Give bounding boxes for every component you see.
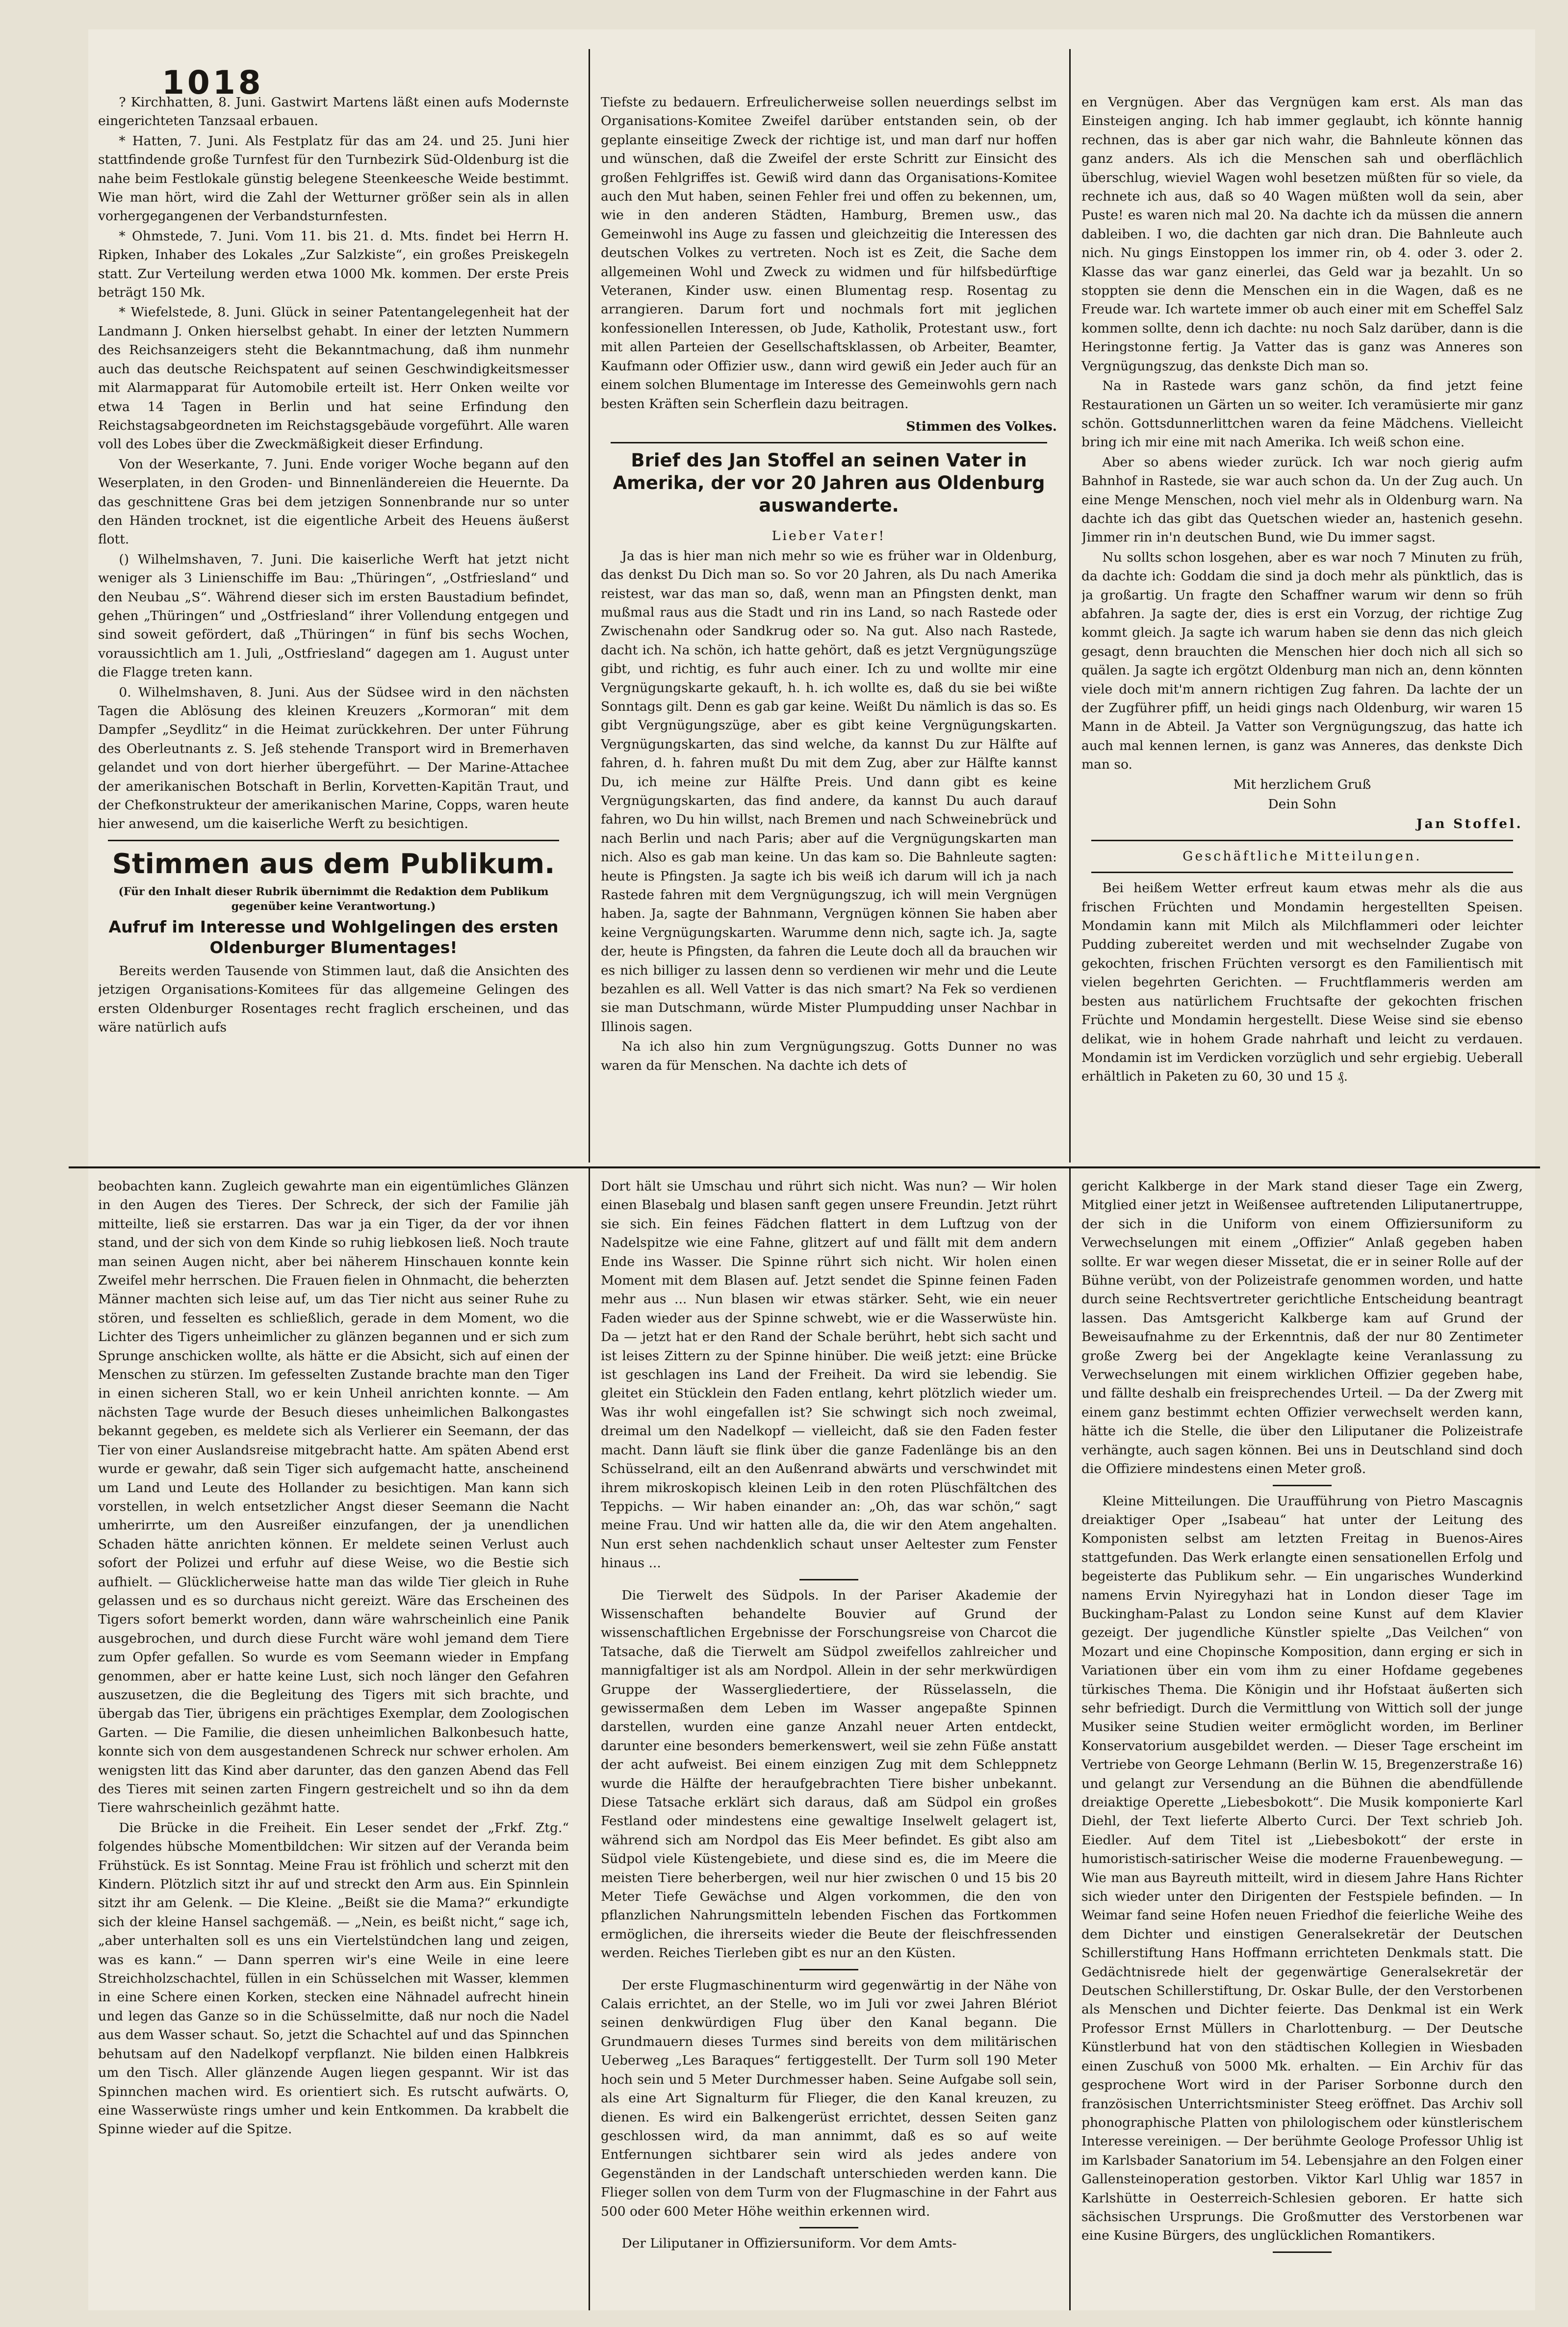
- page-number: 1018: [162, 64, 264, 102]
- article-suedpol: Die Tierwelt des Südpols. In der Pariser Akademie der Wissenschaften behandelte Bouvier auf Grund der wissenschaftlichen Ergebnisse der Forschungsreise von Charcot die Tatsache, daß die Tierwelt am Südpol zweifellos zahlreicher und mannigfaltiger ist als am Nordpol. Allein in der sehr merkwürdigen Gruppe der Wassergliedertiere, der Rüsselasseln, die gewissermaßen dem Leben im Wasser angepaßte Spinnen darstellen, wurden eine ganze Anzahl neuer Arten entdeckt, darunter eine besonders bemerkenswert, weil sie zehn Füße anstatt der acht aufweist. Bei einem einzigen Zug mit dem Schleppnetz wurde die Hälfte der heraufgebrachten Tiere bisher unbekannt. Diese Tatsache erklärt sich daraus, daß am Südpol ein großes Festland oder mindestens eine gewaltige Inselwelt gelagert ist, während sich am Nordpol das Eis Meer befindet. Es gibt also am Südpol viele Küstengebiete, und diese sind es, die im Meere die meisten Tiere beherbergen, weil nur hier zwischen 0 und 15 bis 20 Meter Tiefe Gewächse und Algen vorkommen, die den von pflanzlichen Nahrungsmitteln lebenden Fischen das Fortkommen ermöglichen, die ihrerseits wieder die Beute der fleischfressenden werden. Reiches Tierleben gibt es nur an den Küsten.: [601, 1587, 1057, 1961]
- letter-text: Na in Rastede wars ganz schön, da find jetzt feine Restaurationen un Gärten un so weiter. Ich veramüsierte mir ganz schön. Gottsdunnerlittchen waren da feine Mädchens. Vielleicht bring ich mir eine mit nach Amerika. Ich weiß schon eine.: [1081, 378, 1523, 450]
- news-kirchhatten: ? Kirchhatten, 8. Juni. Gastwirt Martens läßt einen aufs Modernste eingerichteten Tanzsaal erbauen.: [98, 95, 569, 129]
- column-divider: [1069, 49, 1071, 1163]
- column-lower-middle: [601, 1177, 1057, 2305]
- letter-signature: Jan Stoffel.: [1416, 816, 1523, 832]
- rule: [799, 1579, 858, 1580]
- letter-text: Na ich also hin zum Vergnügungszug. Gotts Dunner no was waren da für Menschen. Na dachte ich dets of: [601, 1039, 1057, 1073]
- letter-greeting: Lieber Vater!: [771, 528, 886, 544]
- letter-text: Nu sollts schon losgehen, aber es war noch 7 Minuten zu früh, da dachte ich: Goddam die sind ja doch mehr als pünktlich, das is ja großartig. Un fragte den Schaffner warum wir denn so früh abfahren. Ja sagte der, dies is erst ein Vorzug, der richtige Zug kommt gleich. Ja sagte ich warum haben sie denn das nich gleich gesagt, denn brauchten die Menschen hier doch nich all sich so quälen. Ja sagte ich ergötzt Oldenburg man nich an, denn könnten viele doch mit'm annern richtigen Zug fahren. Da lachte der un der Zugführer pfiff, un heidi gings nach Oldenburg, wir waren 15 Mann in de Abteil. Ja Vatter son Vergnügungszug, das hatte ich auch mal kennen lernen, is ganz was Anneres, das denkste Dich man so.: [1081, 549, 1523, 773]
- rule: [799, 2227, 858, 2228]
- article-bruecke-cont: Dort hält sie Umschau und rührt sich nicht. Was nun? — Wir holen einen Blasebalg und blasen sanft gegen unsere Freundin. Jetzt rührt sie sich. Ein feines Fädchen flattert in dem Luftzug von der Nadelspitze wie eine Fahne, glitzert auf und fällt mit dem andern Ende ins Wasser. Die Spinne rührt sich nicht. Wir holen einen Moment mit dem Blasen auf. Jetzt sendet die Spinne feinen Faden mehr aus ... Nun blasen wir etwas stärker. Seht, wie ein neuer Faden wieder aus der Spinne schwebt, wie er die Wasserwüste hin. Da — jetzt hat er den Rand der Schale berührt, hebt sich sacht und ist leises Zittern zu der Spinne hinüber. Die weiß jetzt: eine Brücke ist geschlagen ins Land der Freiheit. Da wird sie lebendig. Sie gleitet ein Stücklein den Faden entlang, kehrt plötzlich wieder um. Was ihr wohl eingefallen ist? Sie schwingt sich noch zweimal, dreimal um den Nadelkopf — vielleicht, daß sie den Faden fester macht. Dann läuft sie flink über die ganze Fadenlänge bis an den Schüsselrand, eilt an den Außenrand abwärts und verschwindet mit ihrem mikroskopisch kleinen Leib in den roten Plüschfältchen des Teppichs. — Wir haben einander an: „Oh, das war schön,“ sagt meine Frau. Und wir hatten alle da, die wir den Atem angehalten. Nun erst sehen nachdenklich schaut unser Aeltester zum Fenster hinaus ...: [601, 1179, 1057, 1571]
- news-hatten: * Hatten, 7. Juni. Als Festplatz für das am 24. und 25. Juni hier stattfindende große Turnfest für den Turnbezirk Süd-Oldenburg ist die nahe beim Festlokale günstig belegene Steenkeesche Weide bestimmt. Wie man hört, wird die Zahl der Wetturner größer sein als in allen vorhergegangenen der Verbandsturnfesten.: [98, 133, 569, 224]
- rule: [1273, 1485, 1332, 1486]
- column-local-news: [98, 93, 569, 1163]
- article-bruecke: Die Brücke in die Freiheit. Ein Leser sendet der „Frkf. Ztg.“ folgendes hübsche Momentbildchen: Wir sitzen auf der Veranda beim Frühstück. Es ist Sonntag. Meine Frau ist fröhlich und scherzt mit den Kindern. Plötzlich sitzt ihr auf und streckt den Arm aus. Ein Spinnlein sitzt ihr am Gelenk. — Die Kleine. „Beißt sie die Mama?“ erkundigte sich der kleine Hansel sachgemäß. — „Nein, es beißt nicht,“ sage ich, „aber unterhalten soll es uns ein Viertelstündchen lang und zeigen, was es kann.“ — Dann sperren wir's eine Weile in eine leere Streichholzschachtel, füllen in ein Schüsselchen mit Wasser, klemmen in eine Schere einen Korken, stecken eine Nähnadel aufrecht hinein und legen das Ganze so in die Schüsselmitte, daß nur noch die Nadel aus dem Wasser schaut. So, jetzt die Schachtel auf und das Spinnchen behutsam auf den Nadelkopf verpflanzt. Nie bilden einen Halbkreis um den Tisch. Aller glänzende Augen liegen gespannt. Wir ist das Spinnchen machen wird. Es orientiert sich. Es rutscht aufwärts. O, eine Wasserwüste rings umher und kein Entkommen. Da krabbelt die Spinne wieder auf die Spitze.: [98, 1820, 569, 2137]
- article-heading-brief: Brief des Jan Stoffel an seinen Vater in Amerika, der vor 20 Jahren aus Oldenburg auswanderte.: [613, 450, 1045, 517]
- article-text: Tiefste zu bedauern. Erfreulicherweise sollen neuerdings selbst im Organisations-Komitee Zweifel darüber entstanden sein, ob der geplante einseitige Zweck der richtige ist, und man darf nur hoffen und wünschen, daß die Zweifel der erste Schritt zur Einsicht des großen Fehlgriffes ist. Gewiß wird dann das Organisations-Komitee auch den Mut haben, seinen Fehler frei und offen zu bekennen, um, wie in den anderen Städten, Hamburg, Bremen usw., das Gemeinwohl ins Auge zu fassen und gleichzeitig die Interessen des deutschen Volkes zu vertreten. Noch ist es Zeit, die Sache dem allgemeinen Wohl und Zweck zu widmen und für hilfsbedürftige Veteranen, Kinder usw. einen Blumentag resp. Rosentag zu arrangieren. Darum fort und nochmals fort mit jeglichen konfessionellen Interessen, ob Jude, Katholik, Protestant usw., fort mit allen Parteien der Gesellschaftsklassen, ob Arbeiter, Beamter, Kaufmann oder Offizier usw., dann wird gewiß ein Jeder auch für an einem solchen Blumentage im Interesse des Gemeinwohls gern nach besten Kräften sein Scherflein dazu beitragen.: [601, 95, 1057, 412]
- section-note: (Für den Inhalt dieser Rubrik übernimmt die Redaktion dem Publikum gegenüber keine Verantwortung.): [118, 885, 549, 913]
- article-flugmaschinenturm: Der erste Flugmaschinenturm wird gegenwärtig in der Nähe von Calais errichtet, an der Stelle, wo im Juli vor zwei Jahren Blériot seinen denkwürdigen Flug über den Kanal begann. Die Grundmauern dieses Turmes sind bereits von dem militärischen Ueberweg „Les Baraques“ fertiggestellt. Der Turm soll 190 Meter hoch sein und 5 Meter Durchmesser haben. Seine Aufgabe soll sein, als eine Art Signalturm für Flieger, die den Kanal kreuzen, zu dienen. Es wird ein Balkengerüst errichtet, dessen Seiten ganz geschlossen wird, da man annimmt, daß es so auf weite Entfernungen sichtbarer sein wird als jedes andere von Gegenständen in der Landschaft unterschieden werden kann. Die Flieger sollen von dem Turm von der Flugmaschine in der Fahrt aus 500 oder 600 Meter Höhe weithin erkennen wird.: [601, 1977, 1057, 2219]
- news-ohmstede: * Ohmstede, 7. Juni. Vom 11. bis 21. d. Mts. findet bei Herrn H. Ripken, Inhaber des Lokales „Zur Salzkiste“, ein großes Preiskegeln statt. Zur Verteilung werden etwa 1000 Mk. kommen. Der erste Preis beträgt 150 Mk.: [98, 228, 569, 301]
- article-signature: Stimmen des Volkes.: [906, 418, 1057, 434]
- rule: [611, 442, 1047, 443]
- column-lower-left: [98, 1177, 569, 2305]
- article-tiger: beobachten kann. Zugleich gewahrte man ein eigentümliches Glänzen in den Augen des Tieres. Der Schreck, der sich der Familie jäh mitteilte, ließ sie erstarren. Das war ja ein Tiger, da der vor ihnen stand, und der sich von dem Kinde so ruhig liebkosen ließ. Noch traute man seinen Augen nicht, aber bei näherem Hinschauen konnte kein Zweifel mehr herrschen. Die Frauen fielen in Ohnmacht, die beherzten Männer machten sich leise auf, um das Tier nicht aus seiner Ruhe zu stören, und fesselten es schließlich, gerade in dem Moment, wo die Lichter des Tigers unheimlicher zu glänzen begannen und er sich zum Sprunge anschicken wollte, als hätte er die Absicht, sich auf einen der Menschen zu stürzen. Im gefesselten Zustande brachte man den Tiger in einen sicheren Stall, wo er kein Unheil anrichten konnte. — Am nächsten Tage wurde der Besuch dieses unheimlichen Balkongastes bekannt gegeben, es meldete sich als Verlierer ein Seemann, der das Tier von einer Auslandsreise mitgebracht hatte. Am späten Abend erst wurde er gewahr, daß sein Tiger sich aufgemacht hatte, anscheinend um Land und Leute des Hollander zu besichtigen. Man kann sich vorstellen, in welch entsetzlicher Angst dieser Seemann die Nacht umherirrte, um den Ausreißer einzufangen, der ja unendlichen Schaden hätte anrichten können. Er meldete seinen Verlust auch sofort der Polizei und erfuhr auf diese Weise, wo die Bestie sich aufhielt. — Glücklicherweise hatte man das wilde Tier gleich in Ruhe gelassen und es so durchaus nicht gereizt. Wäre das Erscheinen des Tigers sofort bemerkt worden, dann wäre wahrscheinlich eine Panik ausgebrochen, und durch diese Furcht wäre wohl jemand dem Tiere zum Opfer gefallen. So wurde es vom Seemann wieder in Empfang genommen, aber er hatte keine Lust, sich noch länger den Gefahren auszusetzen, die die Begleitung des Tigers mit sich brachte, und übergab das Tier, übrigens ein prächtiges Exemplar, dem Zoologischen Garten. — Die Familie, die diesen unheimlichen Balkonbesuch hatte, konnte sich von dem ausgestandenen Schreck nur schwer erholen. Am wenigsten litt das Kind aber darunter, das den ganzen Abend das Fell des Tieres mit seinen zarten Fingern gestreichelt und so ihn da dem Tiere wahrscheinlich gezähmt hatte.: [98, 1179, 569, 1816]
- letter-closing: Mit herzlichem Gruß: [1233, 776, 1371, 792]
- letter-text: en Vergnügen. Aber das Vergnügen kam erst. Als man das Einsteigen anging. Ich hab immer geglaubt, ich könnte hannig rechnen, das is aber gar nich wahr, die Bahnleute können das ganz anders. Als ich die Menschen sah und oberflächlich überschlug, wieviel Wagen wohl besetzen müßten für so viele, da rechnete ich aus, daß so 40 Wagen müßten woll da sein, aber Puste! es waren nich mal 20. Na dachte ich da müssen die annern dableiben. I wo, die dachten gar nich dran. Die Bahnleute auch nich. Nu gings Einstoppen los immer rin, ob 4. oder 3. oder 2. Klasse das war ganz einerlei, das Geld war ja bezahlt. Un so stoppten sie denn die Menschen ein in die Wagen, daß es ne Freude war. Ich wartete immer ob auch einer mit em Scheffel Salz kommen sollte, denn ich dachte: nu noch Salz darüber, dann is die Heringstonne fertig. Ja Vatter das is ganz was Anneres son Vergnügungszug, das denkste Dich man so.: [1081, 95, 1523, 374]
- news-weserkante: Von der Weserkante, 7. Juni. Ende voriger Woche begann auf den Weserplaten, in den Groden- und Binnenländereien die Heuernte. Da das geschnittene Gras bei dem jetzigen Sonnenbrande nur so unter den Händen trocknet, ist die eigentliche Arbeit des Heuens äußerst flott.: [98, 456, 569, 547]
- section-divider: [69, 1166, 1540, 1168]
- rule: [799, 1969, 858, 1970]
- letter-text: Ja das is hier man nich mehr so wie es früher war in Oldenburg, das denkst Du Dich man so. So vor 20 Jahren, als Du nach Amerika reistest, war das man so, daß, wenn man an Pfingsten denkt, man mußmal raus aus die Stadt und rin ins Land, so nach Rastede oder Zwischenahn oder Sandkrug oder so. Na gut. Also nach Rastede, dacht ich. Na schön, ich hatte gehört, daß es jetzt Vergnügungszüge gibt, und richtig, es fuhr auch einer. Ich zu und wollte mir eine Vergnügungskarte gekauft, h. h. ich wollte es, daß du sie bei wißte Sonntags gilt. Denn es gab gar keine. Weißt Du nämlich is das so. Es gibt Vergnügungszüge, aber es gibt keine Vergnügungskarten. Vergnügungskarten, das sind welche, da kannst Du zur Hälfte auf fahren, d. h. fahren mußt Du mit dem Zug, aber zur Hälfte kannst Du, ich meine zur Hälfte Preis. Und dann gibt es keine Vergnügungskarten, das find andere, da kannst Du auch darauf fahren, wo Du hin willst, nach Bremen und nach Schweinebrück und nach Berlin und nach Paris; aber auf die Vergnügungskarten man nich. Also es gab man keine. Un das kam so. Die Bahnleute sagten: heute is Pfingsten. Ja sagte ich bis weiß ich darum will ich ja nach Rastede fahren mit dem Vergnügungszug, ich will mein Vergnügen haben. Ja, sagte der Bahnmann, Vergnügen können Sie haben aber keine Vergnügungskarten. Warumme denn nich, sagte ich. Ja, sagte der, heute is Pfingsten, da fahren die Leute doch all da brauchen wir es nich billiger zu lassen denn so verdienen wir mehr und die Leute bezahlen es all. Well Vatter is das nich smart? Na Fek so verdienen sie man Dutschmann, würde Mister Plumpudding unser Nachbar in Illinois sagen.: [601, 548, 1057, 1034]
- section-heading-stimmen: Stimmen aus dem Publikum.: [112, 848, 555, 880]
- article-heading-aufruf: Aufruf im Interesse und Wohlgelingen des ersten Oldenburger Blumentages!: [108, 917, 559, 957]
- article-liliputaner: Der Liliputaner in Offiziersuniform. Vor dem Amts-: [621, 2235, 957, 2251]
- article-text: Bereits werden Tausende von Stimmen laut, daß die Ansichten des jetzigen Organisations-Komitees für das allgemeine Gelingen des ersten Oldenburger Rosentages recht fraglich erscheinen, und das wäre natürlich aufs: [98, 963, 569, 1035]
- advert-mondamin: Bei heißem Wetter erfreut kaum etwas mehr als die aus frischen Früchten und Mondamin hergestellten Speisen. Mondamin kann mit Milch als Milchflammeri oder leichter Pudding zubereitet werden und mit wechselnder Zugabe von gekochten, frischen Früchten versorgt es den Familientisch mit vielen begehrten Gerichten. — Fruchtflammeris werden am besten aus natürlichem Fruchtsafte der gekochten frischen Früchte und Mondamin hergestellt. Diese Weise sind sie ebenso delikat, wie in hohem Grade nahrhaft und leicht zu verdauen. Mondamin ist im Verdicken vorzüglich und sehr ergiebig. Ueberall erhältlich in Paketen zu 60, 30 und 15 ₰.: [1081, 880, 1523, 1085]
- column-divider: [1069, 1167, 1071, 2310]
- rule: [1091, 872, 1513, 873]
- rule: [1091, 840, 1513, 841]
- letter-sign-son: Dein Sohn: [1268, 797, 1337, 812]
- column-divider: [589, 1167, 590, 2310]
- column-divider: [589, 49, 590, 1163]
- column-lower-right: [1081, 1177, 1523, 2305]
- rule: [108, 840, 559, 841]
- newspaper-page: [88, 29, 1535, 2310]
- column-middle: [601, 93, 1057, 1163]
- column-right: [1081, 93, 1523, 1163]
- news-wilhelmshaven-kormoran: 0. Wilhelmshaven, 8. Juni. Aus der Südsee wird in den nächsten Tagen die Ablösung des kleinen Kreuzers „Kormoran“ mit dem Dampfer „Seydlitz“ in die Heimat zurückkehren. Der unter Führung des Oberleutnants z. S. Jeß stehende Transport wird in Bremerhaven gelandet und von dort hierher übergeführt. — Der Marine-Attachee der amerikanischen Botschaft in Berlin, Korvetten-Kapitän Traut, und der Chefkonstrukteur der amerikanischen Marine, Copps, waren heute hier anwesend, um die kaiserliche Werft zu besichtigen.: [98, 684, 569, 832]
- section-heading-geschaeftlich: Geschäftliche Mitteilungen.: [1182, 848, 1422, 864]
- rule: [1273, 2251, 1332, 2253]
- letter-text: Aber so abens wieder zurück. Ich war noch gierig aufm Bahnhof in Rastede, sie war auch schon da. Un der Zug auch. Un eine Menge Menschen, noch viel mehr als in Oldenburg warn. Na dachte ich das gibt das Quetschen wieder an, hastenich gesehn. Jimmer rin in'n deutschen Bund, wie Du immer sagst.: [1081, 454, 1523, 545]
- news-wiefelstede: * Wiefelstede, 8. Juni. Glück in seiner Patentangelegenheit hat der Landmann J. Onken hierselbst gehabt. In einer der letzten Nummern des Reichsanzeigers steht die Bekanntmachung, daß ihm nunmehr auch das deutsche Reichspatent auf seinen Geschwindigkeitsmesser mit Alarmapparat für Automobile erteilt ist. Herr Onken weilte vor etwa 14 Tagen in Berlin und hat seine Erfindung den Reichstagsabgeordneten im Reichstagsgebäude vorgeführt. Alle waren voll des Lobes über die Zweckmäßigkeit dieser Erfindung.: [98, 305, 569, 452]
- article-kleine-mitteilungen: Kleine Mitteilungen. Die Uraufführung von Pietro Mascagnis dreiaktiger Oper „Isabeau“ hat unter der Leitung des Komponisten selbst am letzten Freitag in Buenos-Aires stattgefunden. Das Werk erlangte einen sensationellen Erfolg und begeisterte das Publikum sehr. — Ein ungarisches Wunderkind namens Ervin Nyiregyhazi hat in London dieser Tage im Buckingham-Palast zu London seine Kunst auf dem Klavier gezeigt. Der jugendliche Künstler spielte „Das Veilchen“ von Mozart und eine Chopinsche Komposition, dann erging er sich in Variationen über ein vom ihm zu einer Hofdame gegebenes türkisches Thema. Die Königin und ihr Hofstaat äußerten sich sehr befriedigt. Durch die Vermittlung von Wittich soll der junge Musiker seine Studien weiter ermöglicht worden, im Berliner Konservatorium ausgebildet werden. — Dieser Tage erscheint im Vertriebe von George Lehmann (Berlin W. 15, Bregenzerstraße 16) und gelangt zur Versendung an die Bühnen die abendfüllende dreiaktige Operette „Liebesbokott“. Die Musik komponierte Karl Diehl, der Text lieferte Alberto Curci. Der Text schrieb Joh. Eiedler. Auf dem Titel ist „Liebesbokott“ der erste in humoristisch-satirischer Weise die moderne Frauenbewegung. — Wie man aus Bayreuth mitteilt, wird in diesem Jahre Hans Richter sich wieder unter den Dirigenten der Festspiele befinden. — In Weimar fand seine Hofen neuen Friedhof die feierliche Weihe des dem Dichter und einstigen Generalsekretär der Deutschen Schillerstiftung Hans Hoffmann errichteten Denkmals statt. Die Gedächtnisrede hielt der gegenwärtige Generalsekretär der Deutschen Schillerstiftung, Dr. Oskar Bulle, der den Verstorbenen als Menschen und Dichter feierte. Das Denkmal ist ein Werk Professor Ernst Müllers in Charlottenburg. — Der Deutsche Künstlerbund hat von den städtischen Kollegien in Wiesbaden einen Zuschuß von 5000 Mk. erhalten. — Ein Archiv für das gesprochene Wort wird in der Pariser Sorbonne durch den französischen Unterrichtsminister Steeg eröffnet. Das Archiv soll phonographische Platten von philologischem oder künstlerischem Interesse vereinigen. — Der berühmte Geologe Professor Uhlig ist im Karlsbader Sanatorium im 54. Lebensjahre an den Folgen einer Gallensteinoperation gestorben. Viktor Karl Uhlig war 1857 in Karlshütte in Oesterreich-Schlesien geboren. Er hatte sich sächsischen Ursprungs. Die Großmutter des Verstorbenen war eine Kusine Bürgers, des unglücklichen Romantikers.: [1081, 1493, 1523, 2244]
- article-liliputaner-cont: gericht Kalkberge in der Mark stand dieser Tage ein Zwerg, Mitglied einer jetzt in Weißensee auftretenden Liliputanertruppe, der sich in die Uniform von einem Offiziersuniform zu Verwechselungen mit einem „Offizier“ Anlaß gegeben haben sollte. Er war wegen dieser Missetat, die er in seiner Rolle auf der Bühne verübt, von der Polizeistrafe genommen worden, und hatte durch seine Rechtsvertreter gerichtliche Entscheidung beantragt lassen. Das Amtsgericht Kalkberge kam auf Grund der Beweisaufnahme zu der Erkenntnis, daß der nur 80 Zentimeter große Zwerg bei der Angeklagte keine Veranlassung zu Verwechselungen mit einem wirklichen Offizier gegeben habe, und fällte deshalb ein freisprechendes Urteil. — Da der Zwerg mit einem ganz bestimmt echten Offizier verwechselt werden kann, hätte ich die Stelle, die über den Liliputaner die Polizeistrafe verhängte, auch sagen können. Bei uns in Deutschland sind doch die Offiziere mindestens einen Meter groß.: [1081, 1179, 1523, 1477]
- news-wilhelmshaven-werft: () Wilhelmshaven, 7. Juni. Die kaiserliche Werft hat jetzt nicht weniger als 3 Linienschiffe im Bau: „Thüringen“, „Ostfriesland“ und den Neubau „S“. Während dieser sich im ersten Baustadium befindet, gehen „Thüringen“ und „Ostfriesland“ ihrer Vollendung entgegen und sind soweit gefördert, daß „Thüringen“ in fünf bis sechs Wochen, voraussichtlich am 1. Juli, „Ostfriesland“ dagegen am 1. August unter die Flagge treten kann.: [98, 551, 569, 680]
